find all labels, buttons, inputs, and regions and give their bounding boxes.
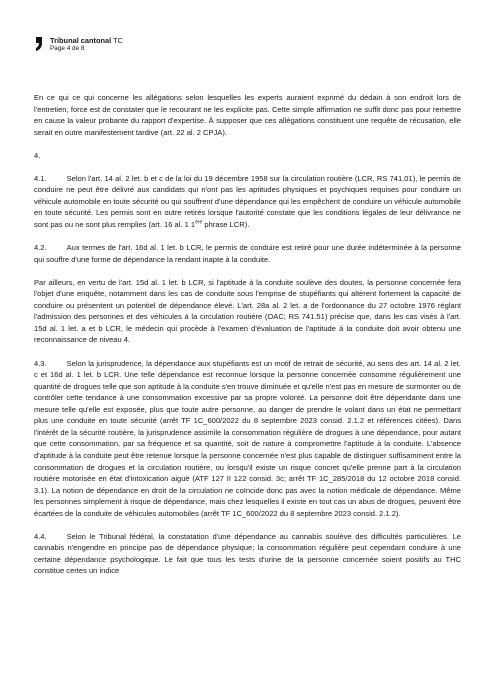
court-name: Tribunal cantonal TC — [50, 36, 123, 45]
paragraph-4-3: 4.3. Selon la jurisprudence, la dépendance aux stupéfiants est un motif de retrait de sécurité, au sens des art. 14 al. 2 let. c et 16d al. 1 let. b LCR. Une telle dépendance est reconnue lorsque la personne concernée consomme régulièrement une quantité de drogues telle que son aptitude à la conduite s'en trouve diminuée et qu'elle n'est pas en mesure de surmonter ou de contrôler cette tendance à une consommation excessive par sa propre volonté. La personne doit être dépendante dans une mesure telle qu'elle est exposée, plus que toute autre personne, au danger de prendre le volant dans un état ne permettant plus une conduite en toute sécurité (arrêt TF 1C_600/2022 du 8 septembre 2023 consid. 2.1.2 et références citées). Dans l'intérêt de la sécurité routière, la jurisprudence assimile la consommation régulière de drogues à une dépendance, pour autant que cette consommation, par sa fréquence et sa quantité, soit de nature à compromettre l'aptitude à la conduite. L'absence d'aptitude à la conduite peut être retenue lorsque la personne concernée n'est plus capable de distinguer suffisamment entre la consommation de drogues et la circulation routière, ou lorsqu'il existe un risque concret qu'elle prenne part à la circulation routière motorisée en état d'intoxication aiguë (ATF 127 II 122 consid. 3c; arrêt TF 1C_285/2018 du 12 octobre 2018 consid. 3.1). La notion de dépendance en droit de la circulation ne coïncide donc pas avec la notion médicale de dépendance. Même les personnes simplement à risque de dépendance, mais chez lesquelles il existe en tout cas un abus de drogues, peuvent être écartées de la conduite de véhicules automobiles (arrêt TF 1C_600/2022 du 8 septembre 2023 consid. 2.1.2). — [34, 358, 461, 518]
paragraph-4-2: 4.2. Aux termes de l'art. 16d al. 1 let. b LCR, le permis de conduire est retiré pour une durée indéterminée à la personne qui souffre d'une forme de dépendance la rendant inapte à la conduite. — [34, 243, 461, 264]
paragraph: En ce qui ce qui concerne les allégations selon lesquelles les experts auraient exprimé du dédain à son endroit lors de l'entretien, force est de constater que le recourant ne les explicite pas. Cette simple affirmation ne suffit donc pas pour remettre en cause la valeur probante du rapport d'expertise. À supposer que ces allégations constituent une requête de récusation, elle serait en outre manifestement tardive (art. 22 al. 2 CPJA). — [34, 93, 461, 137]
section-heading: 4. — [34, 150, 41, 160]
paragraph-number: 4.3. — [34, 358, 47, 368]
paragraph-number: 4.1. — [34, 173, 47, 183]
paragraph: Par ailleurs, en vertu de l'art. 15d al. 1 let. b LCR, si l'aptitude à la conduite soulève des doutes, la personne concernée fera l'objet d'une enquête, notamment dans les cas de conduite sous l'emprise de stupéfiants qui altèrent fortement la capacité de conduire ou présentent un potentiel de dépendance élevé. L'art. 28a al. 2 let. a de l'ordonnance du 27 octobre 1976 réglant l'admission des personnes et des véhicules à la circulation routière (OAC; RS 741.51) précise que, dans les cas visés à l'art. 15d al. 1 let. a et b LCR, le médecin qui procède à l'examen d'évaluation de l'aptitude à la conduite doit avoir obtenu une reconnaissance de niveau 4. — [34, 277, 461, 345]
paragraph-4-4: 4.4. Selon le Tribunal fédéral, la constatation d'une dépendance au cannabis soulève des difficultés particulières. Le cannabis n'engendre en principe pas de dépendance physique; la consommation régulière peut cependant conduire à une certaine dépendance psychologique. Le fait que tous les tests d'urine de la personne concernée soient positifs au THC constitue certes un indice — [34, 531, 461, 576]
court-logo-icon — [34, 36, 46, 52]
document-body — [34, 92, 461, 589]
paragraph-number: 4.4. — [34, 531, 47, 541]
paragraph-number: 4.2. — [34, 243, 47, 253]
paragraph-4-1: 4.1. Selon l'art. 14 al. 2 let. b et c de la loi du 19 décembre 1958 sur la circulation routière (LCR, RS 741.01), le permis de conduire ne peut être délivré aux candidats qui n'ont pas les aptitudes physiques et psychiques requises pour conduire un véhicule automobile en toute sécurité ou qui souffrent d'une dépendance qui les empêchent de conduire un véhicule automobile en toute sécurité. Les permis sont en outre retirés lorsque l'autorité constate que les conditions légales de leur délivrance ne sont pas ou ne sont plus remplies (art. 16 al. 1 1ère phrase LCR). — [34, 173, 461, 230]
page-number: Page 4 de 8 — [50, 45, 85, 52]
